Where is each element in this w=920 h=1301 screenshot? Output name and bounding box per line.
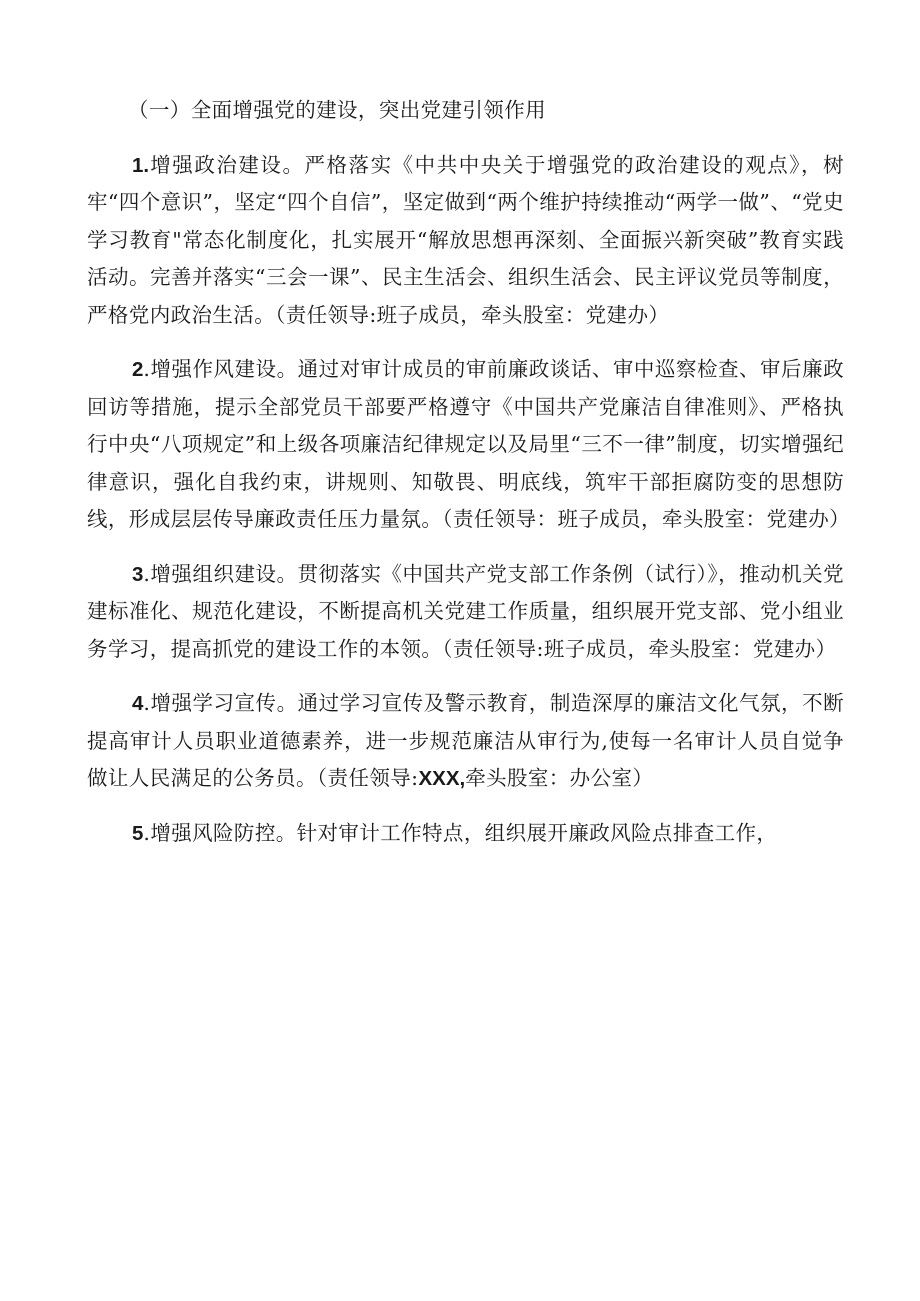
item-number: 1. bbox=[132, 153, 150, 177]
item-number: 3 bbox=[132, 562, 144, 586]
paragraph-item-5 bbox=[87, 815, 844, 853]
paragraph-item-1 bbox=[87, 147, 844, 335]
paragraph-item-3 bbox=[87, 556, 844, 669]
paragraph-item-4 bbox=[87, 685, 844, 798]
paragraph-text: 增强政治建设。严格落实《中共中央关于增强党的政治建设的观点》，树牢“四个意识”，坚定“四个自信”，坚定做到“两个维护持续推动“两学一做”、“党史学习教育"常态化制度化，扎实展开“解放思想再深刻、全面振兴新突破”教育实践活动。完善并落实“三会一课”、民主生活会、组织生活会、民主评议党员等制度，严格党内政治生活。（责任领导:班子成员，牵头股室：党建办） bbox=[87, 152, 844, 327]
item-number: 5 bbox=[132, 821, 144, 845]
item-number: 2 bbox=[132, 358, 144, 381]
paragraph-item-2 bbox=[87, 351, 851, 539]
paragraph-text: .增强风险防控。针对审计工作特点，组织展开廉政风险点排查工作， bbox=[143, 820, 778, 845]
paragraph-text: .增强组织建设。贯彻落实《中国共产党支部工作条例（试行）》，推动机关党建标准化、规范化建设，不断提高机关党建工作质量，组织展开党支部、党小组业务学习，提高抓党的建设工作的本领。（责任领导:班子成员，牵头股室：党建办） bbox=[87, 561, 844, 661]
leader-name: XXX, bbox=[418, 767, 466, 790]
item-number: 4 bbox=[132, 692, 144, 715]
document-body bbox=[87, 92, 851, 852]
paragraph-text-tail: 牵头股室：办公室） bbox=[465, 766, 654, 790]
paragraph-text: .增强作风建设。通过对审计成员的审前廉政谈话、审中巡察检查、审后廉政回访等措施，提示全部党员干部要严格遵守《中国共产党廉洁自律准则》、严格执行中央“八项规定”和上级各项廉洁纪律规定以及局里“三不一律”制度，切实增强纪律意识，强化自我约束，讲规则、知敬畏、明底线，筑牢干部拒腐防变的思想防线，形成层层传导廉政责任压力量氛。（责任领导：班子成员，牵头股室：党建办） bbox=[87, 357, 851, 531]
section-heading: （一）全面增强党的建设，突出党建引领作用 bbox=[128, 98, 546, 122]
paragraph-text: .增强学习宣传。通过学习宣传及警示教育，制造深厚的廉洁文化气氛，不断提高审计人员职业道德素养，进一步规范廉洁从审行为,使每一名审计人员自觉争做让人民满足的公务员。（责任领导: bbox=[87, 691, 844, 790]
